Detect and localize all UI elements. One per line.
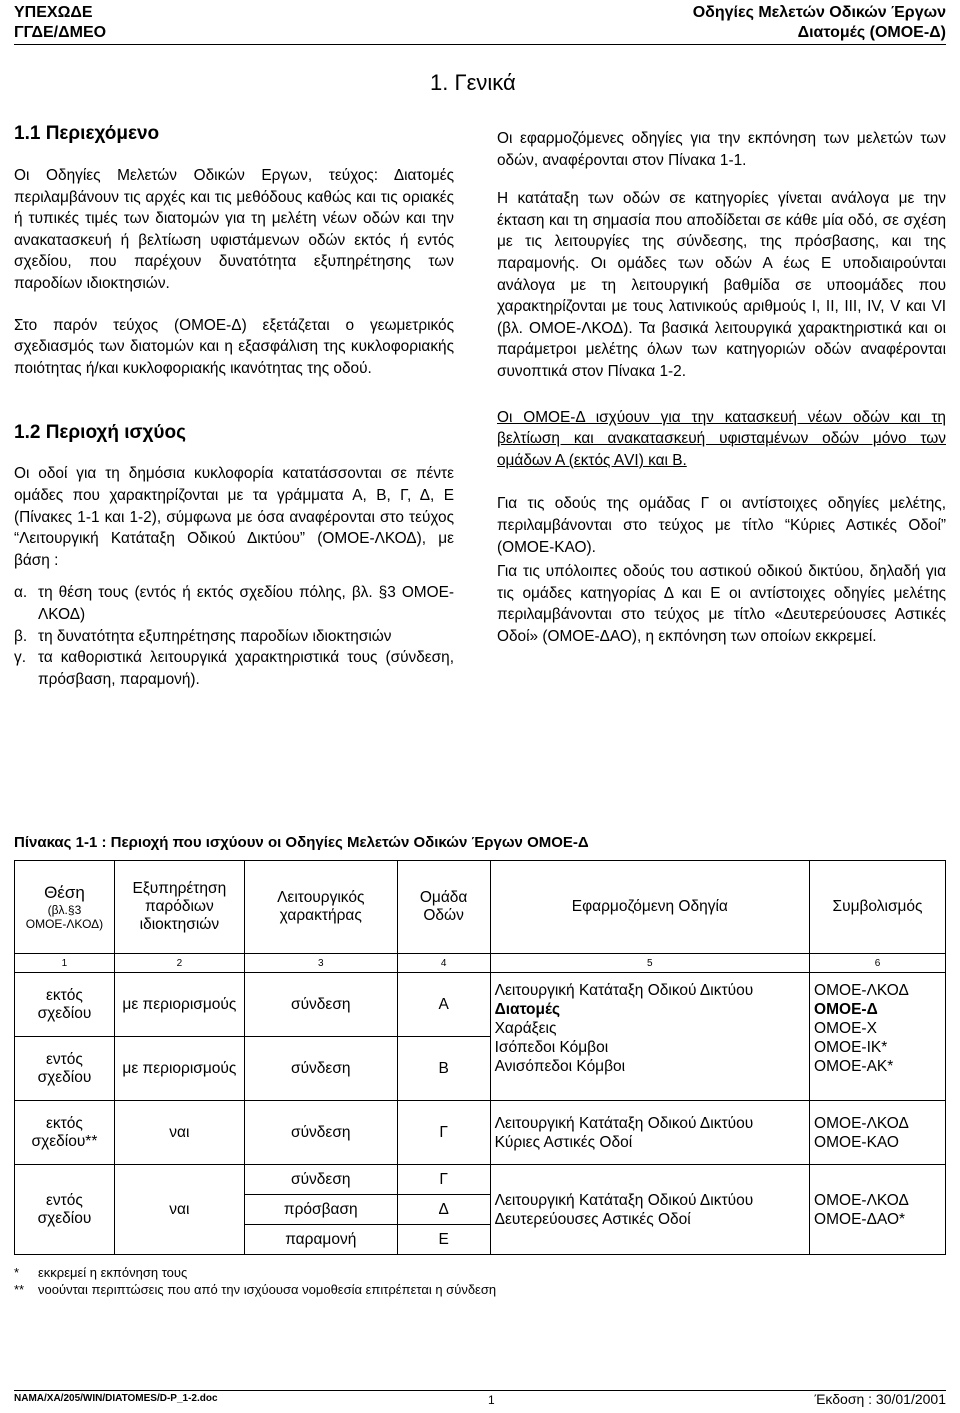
section-1-2-title: 1.2 Περιοχή ισχύος (14, 422, 186, 444)
cell-function: πρόσβαση (244, 1195, 397, 1225)
header-position-ref-2: ΟΜΟΕ-ΛΚΟΔ) (25, 917, 104, 931)
left-column (14, 122, 454, 690)
list-item (14, 647, 454, 690)
guideline-line: Χαράξεις (494, 1020, 557, 1037)
guideline-line: Λειτουργική Κατάταξη Οδικού Δικτύου (494, 982, 754, 999)
cell-guidelines-g (490, 1101, 809, 1165)
right-paragraph-5: Για τις υπόλοιπες οδούς του αστικού οδικού δικτύου, δηλαδή για τις ομάδες κατηγορίας Δ και Ε οι αντίστοιχες οδηγίες μελέτης περιλαμβάνονται στο τεύχος με τίτλο «Δευτερεύουσες Αστικές Οδοί» (ΟΜΟΕ-ΔΑΟ), η εκπόνηση των οποίων εκκρεμεί. (497, 563, 946, 645)
header-title-line1: Οδηγίες Μελετών Οδικών Έργων (692, 4, 946, 21)
cell-service: ναι (114, 1101, 244, 1165)
cell-service: με περιορισμούς (114, 1037, 244, 1101)
header-cell-position (15, 861, 115, 954)
criteria-list (14, 582, 454, 690)
table-caption: Πίνακας 1-1 : Περιοχή που ισχύουν οι Οδηγίες Μελετών Οδικών Έργων ΟΜΟΕ-Δ (14, 834, 589, 851)
header-cell-guideline: Εφαρμοζόμενη Οδηγία (490, 861, 809, 954)
header-cell-group: Ομάδα Οδών (397, 861, 490, 954)
applicability-table (14, 860, 946, 1255)
header-divider (14, 44, 946, 45)
list-item-label: β. (14, 627, 28, 645)
footnote-2-mark: ** (14, 1282, 25, 1297)
column-number: 5 (490, 954, 809, 973)
list-item-text: τη θέση τους (εντός ή εκτός σχεδίου πόλης, βλ. §3 ΟΜΟΕ-ΛΚΟΔ) (38, 584, 454, 623)
right-paragraph-1: Οι εφαρμοζόμενες οδηγίες για την εκπόνηση των μελετών των οδών, αναφέρονται στον Πίνακα 1-1. (497, 130, 946, 169)
table-header-row (15, 861, 946, 954)
right-column (497, 128, 946, 647)
list-item-text: τα καθοριστικά λειτουργικά χαρακτηριστικά τους (σύνδεση, πρόσβαση, παραμονή). (38, 649, 454, 688)
guideline-line: Διατομές (494, 1001, 561, 1018)
footnote-2 (14, 1281, 496, 1298)
table-row (15, 973, 946, 1037)
header-org (14, 3, 106, 43)
list-item-text: τη δυνατότητα εξυπηρέτησης παροδίων ιδιοκτησιών (38, 627, 392, 645)
guideline-line: Λειτουργική Κατάταξη Οδικού Δικτύου (494, 1191, 754, 1209)
cell-group: Γ (397, 1101, 490, 1165)
cell-symbols-de (810, 1165, 946, 1255)
list-item (14, 626, 454, 648)
header-org-line2: ΓΓΔΕ/ΔΜΕΟ (14, 24, 107, 41)
cell-group: Γ (397, 1165, 490, 1195)
right-paragraph-2: Η κατάταξη των οδών σε κατηγορίες γίνεται ανάλογα με την έκταση και τη σημασία που αποδίδεται σε κάθε μία οδό, σε σχέση με τις λειτουργίες της σύνδεσης, της πρόσβασης, και της παραμονής. Οι ομάδες των οδών Α έως Ε υποδιαιρούνται ανάλογα με τη λειτουργική βαθμίδα σε υποομάδες που χαρακτηρίζονται με τους λατινικούς αριθμούς Ι, ΙΙ, ΙΙΙ, ΙV, V και VI (βλ. ΟΜΟΕ-ΛΚΟΔ). Τα βασικά λειτουργικά χαρακτηριστικά και οι παράμετροι μελέτης όλων των κατηγοριών οδών αναφέρονται συνοπτικά στον Πίνακα 1-2. (497, 190, 946, 380)
header-cell-function: Λειτουργικός χαρακτήρας (244, 861, 397, 954)
list-item-label: α. (14, 584, 28, 602)
symbol-line: ΟΜΟΕ-ΚΑΟ (814, 1133, 899, 1151)
cell-function: σύνδεση (244, 1165, 397, 1195)
cell-group: Δ (397, 1195, 490, 1225)
cell-position: εντός σχεδίου (15, 1037, 115, 1101)
header-doc-title (693, 3, 946, 43)
section-1-1-paragraph-2: Στο παρόν τεύχος (ΟΜΟΕ-Δ) εξετάζεται ο γεωμετρικός σχεδιασμός των διατομών και η εξασφάλιση της κυκλοφοριακής ποιότητας ή/και κυκλοφοριακής ικανότητας της οδού. (14, 316, 454, 377)
header-cell-service: Εξυπηρέτηση παρόδιων ιδιοκτησιών (114, 861, 244, 954)
footer-divider (14, 1390, 946, 1391)
guideline-line: Ισόπεδοι Κόμβοι (494, 1039, 609, 1056)
column-number: 2 (114, 954, 244, 973)
cell-service: με περιορισμούς (114, 973, 244, 1037)
table-row (15, 1165, 946, 1195)
symbol-line: ΟΜΟΕ-Δ (814, 1001, 878, 1018)
cell-function: σύνδεση (244, 1101, 397, 1165)
header-org-line1: ΥΠΕΧΩΔΕ (14, 4, 93, 21)
right-paragraph-3-underlined: Οι ΟΜΟΕ-Δ ισχύουν για την κατασκευή νέων οδών και τη βελτίωση και ανακατασκευή υφισταμένων οδών μόνο των ομάδων Α (εκτός ΑVI) και Β. (497, 408, 946, 469)
chapter-title: 1. Γενικά (430, 70, 516, 95)
footer-page-number: 1 (488, 1393, 495, 1407)
cell-position: εντός σχεδίου (15, 1165, 115, 1255)
column-number: 3 (244, 954, 397, 973)
column-number: 6 (810, 954, 946, 973)
footnote-1-text: εκκρεμεί η εκπόνηση τους (38, 1265, 188, 1280)
footer-edition: Έκδοση : 30/01/2001 (814, 1391, 946, 1407)
header-title-line2: Διατομές (ΟΜΟΕ-Δ) (797, 24, 946, 41)
list-item (14, 582, 454, 625)
cell-guidelines-de (490, 1165, 809, 1255)
footer-doc-id: NAMA/XA/205/WIN/DIATOMES/D-P_1-2.doc (14, 1393, 218, 1404)
cell-service: ναι (114, 1165, 244, 1255)
symbol-line: ΟΜΟΕ-ΑΚ* (814, 1058, 894, 1075)
table-column-numbers (15, 954, 946, 973)
section-1-1-title: 1.1 Περιεχόμενο (14, 123, 160, 144)
table-row (15, 1101, 946, 1165)
cell-symbols-ab (810, 973, 946, 1101)
symbol-line: ΟΜΟΕ-Χ (814, 1020, 877, 1037)
right-paragraph-4: Για τις οδούς της ομάδας Γ οι αντίστοιχες οδηγίες μελέτης, περιλαμβάνονται στο τεύχος με τίτλο “Κύριες Αστικές Οδοί” (ΟΜΟΕ-ΚΑΟ). (497, 495, 946, 556)
cell-position: εκτός σχεδίου** (15, 1101, 115, 1165)
cell-position: εκτός σχεδίου (15, 973, 115, 1037)
guideline-line: Λειτουργική Κατάταξη Οδικού Δικτύου (494, 1114, 754, 1132)
symbol-line: ΟΜΟΕ-ΛΚΟΔ (814, 1114, 909, 1132)
symbol-line: ΟΜΟΕ-ΔΑΟ* (814, 1210, 906, 1228)
section-1-1-paragraph-1: Οι Οδηγίες Μελετών Οδικών Εργων, τεύχος: Διατομές περιλαμβάνουν τις αρχές και τις μεθόδους καθώς και τις οριακές ή τυπικές τιμές των διατομών για τη μελέτη νέων οδών και την ανακατασκευή ή βελτίωση υφιστάμενων οδών εκτός ή εντός σχεδίου, που παρέχουν δυνατότητα εξυπηρέτησης των παροδίων ιδιοκτησιών. (14, 167, 454, 292)
cell-symbols-g (810, 1101, 946, 1165)
cell-function: σύνδεση (244, 973, 397, 1037)
footnote-1 (14, 1264, 187, 1281)
footnote-2-text: νοούνται περιπτώσεις που από την ισχύουσα νομοθεσία επιτρέπεται η σύνδεση (38, 1282, 497, 1297)
cell-guidelines-ab (490, 973, 809, 1101)
guideline-line: Ανισόπεδοι Κόμβοι (494, 1058, 626, 1075)
header-cell-symbol: Συμβολισμός (810, 861, 946, 954)
cell-group: Ε (397, 1225, 490, 1255)
cell-function: παραμονή (244, 1225, 397, 1255)
symbol-line: ΟΜΟΕ-ΙΚ* (814, 1039, 888, 1056)
guideline-line: Δευτερεύουσες Αστικές Οδοί (494, 1210, 691, 1228)
section-1-2-paragraph-1: Οι οδοί για τη δημόσια κυκλοφορία κατατάσσονται σε πέντε ομάδες που χαρακτηρίζονται με τα γράμματα Α, Β, Γ, Δ, Ε (Πίνακες 1-1 και 1-2), σύμφωνα με όσα αναφέρονται στο τεύχος “Λειτουργική Κατάταξη Οδικού Δικτύου” (ΟΜΟΕ-ΛΚΟΔ), με βάση : (14, 465, 454, 569)
list-item-label: γ. (14, 649, 26, 667)
column-number: 1 (15, 954, 115, 973)
cell-group: Β (397, 1037, 490, 1101)
cell-group: Α (397, 973, 490, 1037)
header-position-ref-1: (βλ.§3 (47, 903, 82, 917)
header-position-label: Θέση (44, 883, 85, 902)
cell-function: σύνδεση (244, 1037, 397, 1101)
column-number: 4 (397, 954, 490, 973)
symbol-line: ΟΜΟΕ-ΛΚΟΔ (814, 982, 909, 999)
footnote-1-mark: * (14, 1265, 20, 1280)
guideline-line: Κύριες Αστικές Οδοί (494, 1133, 633, 1151)
symbol-line: ΟΜΟΕ-ΛΚΟΔ (814, 1191, 909, 1209)
